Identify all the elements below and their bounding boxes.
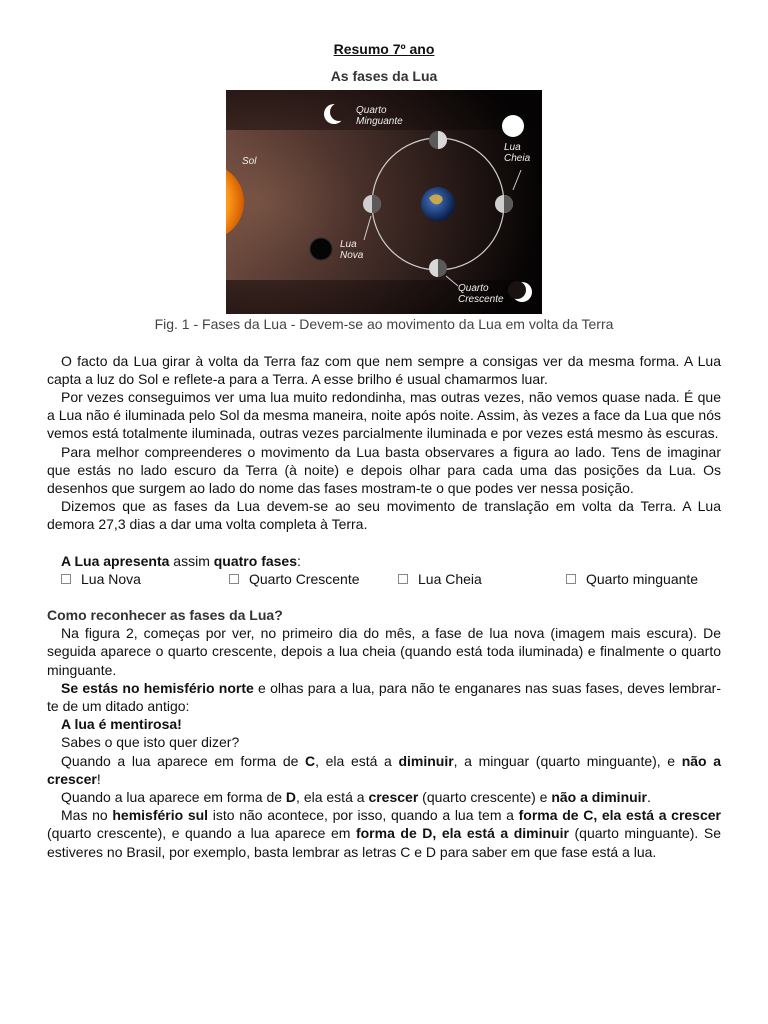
south-line-part: (quarto minguante). Se estiveres no Brasil, por exemplo, basta lembrar as letras C e D para saber em que fase está a lua. [47, 825, 721, 860]
checkbox-icon[interactable] [566, 574, 576, 584]
phase-item-label: Quarto Crescente [249, 570, 360, 587]
full-moon-icon [502, 115, 524, 137]
new-moon-label-line1: Lua [340, 239, 357, 251]
south-line-bold: hemisfério sul [112, 807, 209, 824]
document-page [47, 40, 721, 861]
phases-intro [47, 552, 721, 570]
phase-item [229, 570, 398, 588]
phase-item-label: Lua Nova [81, 570, 141, 587]
waning-label-line2: Minguante [356, 116, 403, 128]
south-hemisphere-paragraph [47, 806, 721, 861]
phase-item [47, 570, 229, 588]
d-line-part: , ela está a [296, 789, 369, 806]
d-shape-paragraph [47, 788, 721, 806]
hemisphere-north-paragraph [47, 679, 721, 715]
phase-item-label: Quarto minguante [586, 570, 699, 587]
saying-text: A lua é mentirosa! [61, 716, 182, 733]
c-line-part: ! [96, 770, 101, 787]
d-line-bold: crescer [368, 789, 419, 806]
phases-intro-bold-1: A Lua apresenta [61, 552, 170, 569]
south-line-part: Mas no [61, 807, 113, 824]
recognize-paragraph: Na figura 2, começas por ver, no primeiro dia do mês, a fase de lua nova (imagem mais escura). De seguida aparece o quarto crescente, depois a lua cheia (quando está toda iluminada) e finalmente o quarto minguante. [47, 625, 721, 678]
north-hemisphere-bold: Se estás no hemisfério norte [61, 679, 254, 696]
waxing-label-line1: Quarto [458, 283, 489, 295]
document-subtitle: As fases da Lua [330, 68, 438, 85]
intro-paragraph: O facto da Lua girar à volta da Terra faz com que nem sempre a consigas ver da mesma forma. A Lua capta a luz do Sol e reflete-a para a Terra. A esse brilho é usual chamarmos luar. [47, 352, 721, 387]
phases-intro-mid: assim [169, 552, 214, 569]
question-text: Sabes o que isto quer dizer? [61, 734, 240, 751]
sun-label: Sol [242, 156, 257, 168]
orbit-moon-left [363, 195, 381, 213]
intro-paragraph: Por vezes conseguimos ver uma lua muito redondinha, mas outras vezes, não vemos quase nada. É que a Lua não é iluminada pelo Sol da mesma maneira, noite após noite. Assim, às vezes a face da Lua que nós vemos está totalmente iluminada, outras vezes parcialmente iluminada e por vezes está mesmo às escuras. [47, 389, 721, 442]
north-hemisphere-rest: e olhas para a lua, para não te enganares nas suas fases, deves lembrar-te de um ditado antigo: [47, 679, 721, 715]
orbit-moon-right [495, 195, 513, 213]
orbit-moon-top [429, 131, 447, 149]
section-heading: Como reconhecer as fases da Lua? [47, 607, 283, 624]
moon-phases-diagram [226, 90, 542, 314]
checkbox-icon[interactable] [229, 574, 239, 584]
south-line-part: isto não acontece, por isso, quando a lua tem a [208, 807, 519, 824]
d-line-part: (quarto crescente) e [418, 789, 552, 806]
phase-item [566, 570, 716, 588]
checkbox-icon[interactable] [61, 574, 71, 584]
checkbox-icon[interactable] [398, 574, 408, 584]
d-line-bold: não a diminuir [551, 789, 648, 806]
new-moon-icon [310, 238, 332, 260]
south-line-bold: forma de D, ela está a diminuir [355, 825, 569, 842]
sunlight-beam [226, 130, 542, 280]
phases-intro-end: : [297, 552, 301, 569]
c-line-part: Quando a lua aparece em forma de [61, 752, 306, 769]
c-line-bold: não a crescer [47, 752, 721, 787]
intro-paragraph: Para melhor compreenderes o movimento da Lua basta observares a figura ao lado. Tens de imaginar que estás no lado escuro da Terra (à noite) e depois olhar para cada uma das posições da Lua. Os desenhos que surgem ao lado do nome das fases mostram-te o que podes ver nessa posição. [47, 443, 721, 497]
phase-item-label: Lua Cheia [418, 570, 482, 587]
c-line-letter: C [305, 752, 316, 769]
south-line-bold: forma de C, ela está a crescer [518, 807, 721, 824]
d-line-letter: D [285, 789, 297, 806]
orbit-moon-bottom [429, 259, 447, 277]
c-shape-paragraph [47, 752, 721, 788]
d-line-part: Quando a lua aparece em forma de [61, 789, 286, 806]
phase-item [398, 570, 566, 588]
figure-caption: Fig. 1 - Fases da Lua - Devem-se ao movimento da Lua em volta da Terra [154, 316, 614, 333]
c-line-part: , ela está a [315, 752, 399, 769]
d-line-part: . [647, 789, 651, 806]
phase-list [47, 570, 721, 588]
intro-section [47, 352, 721, 534]
full-moon-label-line2: Cheia [504, 153, 531, 165]
new-moon-label-line2: Nova [340, 250, 364, 262]
document-title: Resumo 7º ano [333, 41, 435, 57]
south-line-part: (quarto crescente), e quando a lua aparece em [47, 825, 356, 842]
full-moon-label-line1: Lua [504, 142, 521, 154]
phases-intro-bold-2: quatro fases [213, 552, 297, 569]
moon-phases-figure [226, 90, 542, 314]
waxing-label-line2: Crescente [458, 294, 504, 306]
waning-label-line1: Quarto [356, 105, 387, 117]
c-line-part: , a minguar (quarto minguante), e [453, 752, 682, 769]
intro-paragraph: Dizemos que as fases da Lua devem-se ao seu movimento de translação em volta da Terra. A Lua demora 27,3 dias a dar uma volta completa à Terra. [47, 498, 721, 533]
c-line-bold: diminuir [398, 752, 454, 769]
